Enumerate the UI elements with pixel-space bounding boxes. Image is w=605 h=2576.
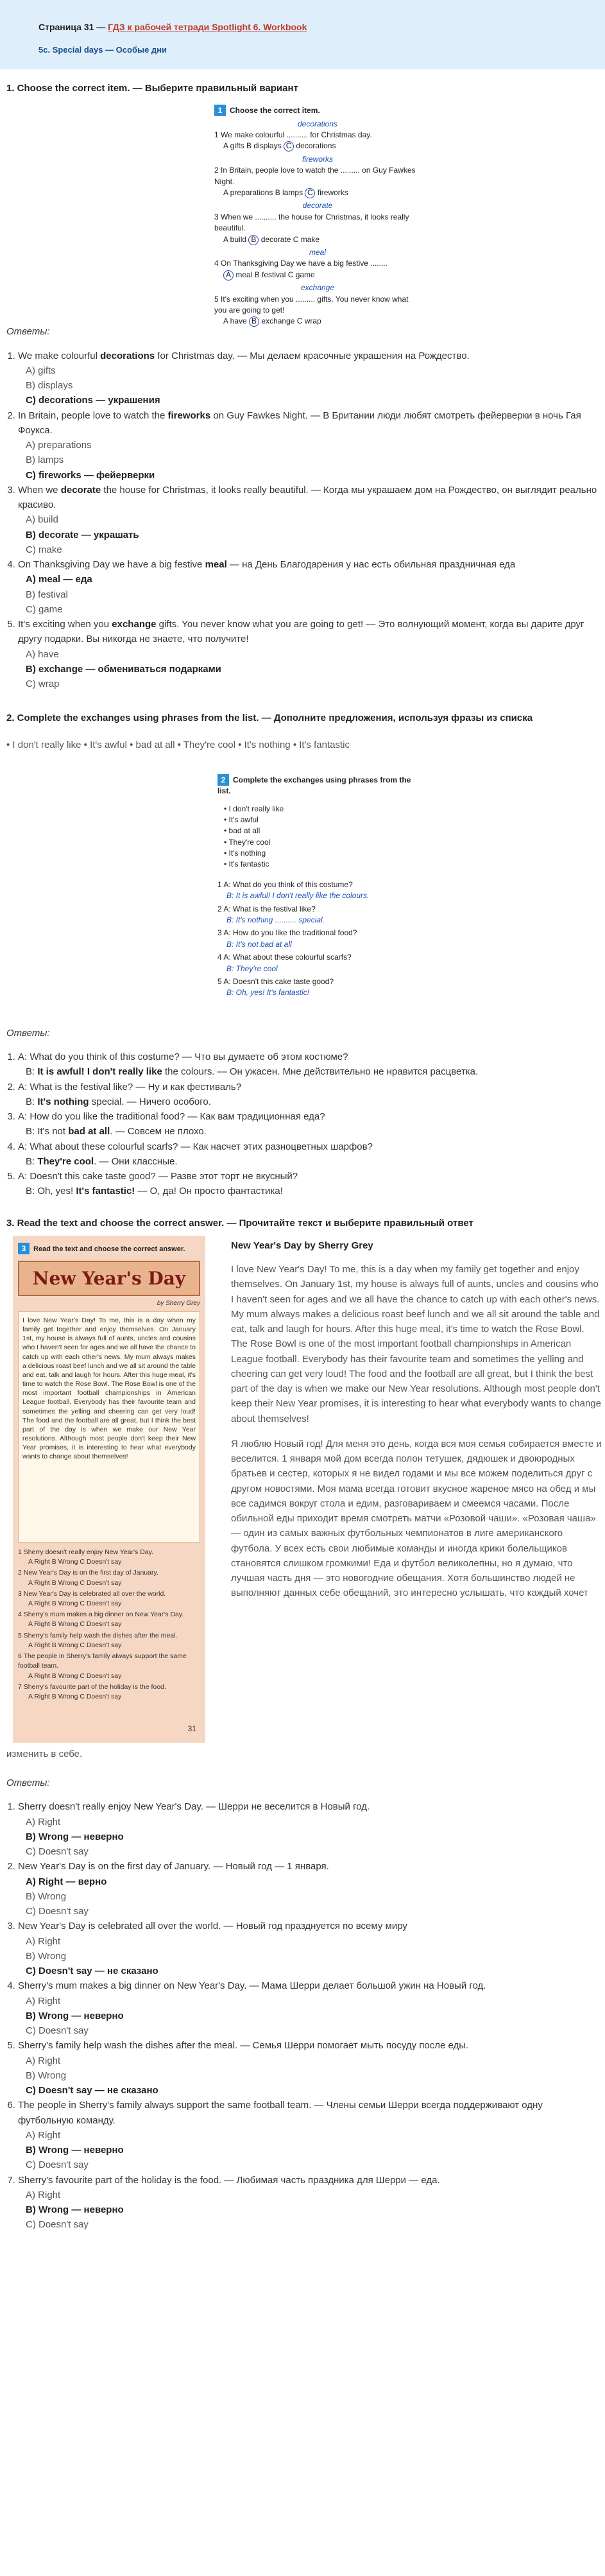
answer-text: Sherry's family help wash the dishes after the meal. — Семья Шерри помогает мыть посуду после еды. — [18, 2040, 469, 2052]
task2-answer-item — [18, 1080, 599, 1110]
correct-option: B) decorate — украшать — [26, 529, 139, 540]
answer-text: A: What about these colourful scarfs? — Как насчет этих разноцветных шарфов? — [18, 1141, 373, 1152]
option: A) have — [26, 648, 59, 660]
booklet-question-options: A Right B Wrong C Doesn't say — [28, 1620, 122, 1629]
answer-text: special. — Ничего особого. — [89, 1096, 211, 1107]
task2-heading: 2. Complete the exchanges using phrases from the list. — Дополните предложения, используя фразы из списка — [6, 713, 533, 724]
correct-option: B) exchange — обмениваться подарками — [26, 663, 221, 675]
option: B) Wrong — [26, 1950, 67, 1962]
dialog-b-handwritten: B: It's not bad at all — [226, 939, 292, 949]
answer-text: It's exciting when you — [18, 619, 112, 630]
answer-text: — О, да! Он просто фантастика! — [135, 1186, 283, 1197]
answer-text: . — Совсем не плохо. — [110, 1126, 207, 1137]
task3-answer-item — [18, 1919, 599, 1978]
circled-answer: C — [305, 188, 315, 198]
task1-image-item — [214, 154, 421, 199]
task2-image-dialog — [217, 928, 411, 950]
task1-image-item-options — [214, 316, 421, 327]
task1-image-item — [214, 247, 421, 281]
task3-answer-item — [18, 2038, 599, 2098]
task1-heading: 1. Choose the correct item. — Выберите правильный вариант — [6, 83, 298, 94]
option: A) Right — [26, 2055, 61, 2066]
booklet-question — [18, 1652, 200, 1681]
phrase-list-item: • It's fantastic — [224, 859, 411, 870]
option: A) Right — [26, 1816, 61, 1828]
task1-image-item — [214, 282, 421, 327]
booklet-question-text: 5 Sherry's family help wash the dishes after the meal. — [18, 1631, 178, 1639]
answer-keyword: It is awful! I don't really like — [37, 1066, 162, 1078]
task1-image-item-text — [214, 258, 421, 269]
task1-answer-item — [18, 483, 599, 557]
answer-line — [18, 1169, 599, 1184]
option: C) wrap — [26, 679, 60, 689]
answer-text: . — Они классные. — [94, 1155, 178, 1167]
answer-text: Sherry's favourite part of the holiday is the food. — Любимая часть праздника для Шерри — еда. — [18, 2174, 440, 2186]
booklet-question-options: A Right B Wrong C Doesn't say — [28, 1558, 122, 1566]
answer-text: the colours. — Он ужасен. Мне действительно не нравится расцветка. — [162, 1066, 479, 1078]
item-options: A have — [223, 316, 247, 326]
task3-answer-item — [18, 2173, 599, 2233]
task1-exercise-image — [212, 101, 423, 326]
workbook-link[interactable]: ГДЗ к рабочей тетради Spotlight 6. Workbook — [108, 22, 307, 32]
booklet-question-options: A Right B Wrong C Doesn't say — [28, 1578, 122, 1587]
option: C) Doesn't say — [26, 2159, 89, 2171]
task1-image-item — [214, 119, 421, 152]
booklet-question — [18, 1682, 200, 1702]
booklet-question-text: 7 Sherry's favourite part of the holiday is the food. — [18, 1682, 166, 1691]
section-title: 5c. Special days — Особые дни — [38, 44, 167, 55]
task2-badge: 2 — [217, 774, 229, 786]
answer-keyword: meal — [205, 559, 227, 570]
task1-image-item-options — [214, 141, 421, 151]
task2-answer-item — [18, 1109, 599, 1139]
item-options-after: fireworks — [317, 187, 348, 197]
item-options: A build — [223, 234, 247, 244]
circled-answer: B — [248, 235, 259, 245]
content — [0, 81, 605, 2233]
answer-text: Sherry doesn't really enjoy New Year's Day. — Шерри не веселится в Новый год. — [18, 1801, 370, 1813]
answer-text: B: — [26, 1066, 38, 1078]
task2-image-dialogs — [217, 879, 411, 999]
option: A) build — [26, 514, 58, 526]
option: B) lamps — [26, 454, 64, 466]
task3-answers-label: Ответы: — [6, 1777, 50, 1788]
correct-option: C) decorations — украшения — [26, 395, 160, 406]
item-number: 5 — [214, 294, 219, 304]
task3-answer-item — [18, 1978, 599, 2038]
booklet-question-text: 1 Sherry doesn't really enjoy New Year's Day. — [18, 1548, 154, 1556]
item-number: 3 — [214, 212, 219, 221]
nyd-byline: by Sherry Grey — [157, 1300, 200, 1308]
answer-line — [18, 1094, 599, 1109]
task1-answers-label: Ответы: — [6, 326, 50, 338]
dialog-b-handwritten: B: Oh, yes! It's fantastic! — [226, 988, 310, 998]
answer-line — [18, 1050, 599, 1064]
phrase-list-item: • bad at all — [224, 826, 411, 836]
answer-text: On Thanksgiving Day we have a big festive — [18, 559, 205, 570]
answer-keyword: They're cool — [37, 1155, 94, 1167]
story-russian: Я люблю Новый год! Для меня это день, когда вся моя семья собирается вместе и веселится. 1 января мой дом всегда полон тетушек, дядюшек и двоюродных братьев и сестер, которых я не видел годами и мы все можем поделиться друг с другом новостями. Моя мама всегда готовит вкусное жареное мясо на обед и мы все садимся вокруг стола и едим, разговариваем и смеемся часами. После обильной еды приходит время смотреть матчи «Розовой чаши». «Розовая чаша» — один из самых важных футбольных чемпионатов в лиге американского футбола. У всех есть свои любимые команды и иногда крики болельщиков становятся слишком громкими! Еда и футбол великолепны, но я думаю, что лучшая часть дня — это новогодние обещания. Хотя большинство людей не выполняют данных себе обещаний, это интересно услышать, что каждый хочет — [231, 1438, 602, 1599]
story-english: I love New Year's Day! To me, this is a day when my family get together and enjoy themselves. On January 1st, my house is always full of aunts, uncles and cousins who I haven't seen for ages and we all have the chance to catch up with each other's news. My mum always makes a delicious roast beef lunch and we all sit around the table and eat, talk and laugh for hours. After this huge meal, it's time to watch the Rose Bowl. The Rose Bowl is one of the most important football championships in American League football. Everybody has their favourite team and sometimes the yelling and cheering can get very loud! The food and the football are all great, but I think the best part of the day is when we make our New Year resolutions. Although most people don't keep their New Year promises, it is interesting to hear what everybody wants to change about themselves! — [231, 1264, 601, 1424]
phrase-list-item: • They're cool — [224, 837, 411, 848]
answer-text: for Christmas day. — Мы делаем красочные украшения на Рождество. — [155, 350, 470, 361]
answer-text: — на День Благодарения у нас есть обильная праздничная еда — [226, 559, 516, 570]
booklet-question-text: 6 The people in Sherry's family always support the same football team. — [18, 1652, 187, 1670]
handwritten-answer: exchange — [300, 283, 335, 293]
story-title: New Year's Day by Sherry Grey — [231, 1240, 373, 1251]
dialog-b-handwritten: B: It is awful! I don't really like the colours. — [226, 891, 370, 901]
answer-text: New Year's Day is on the first day of January. — Новый год — 1 января. — [18, 1861, 329, 1872]
task2-image-dialog — [217, 879, 411, 902]
correct-option: C) Doesn't say — не сказано — [26, 2085, 158, 2096]
handwritten-answer: decorations — [297, 119, 338, 128]
story-column — [231, 1236, 603, 1611]
answer-text: on Guy Fawkes Night. — В Британии люди любят смотреть фейерверки в ночь Гая Фоукса. — [18, 410, 581, 436]
answer-text: B: It's not — [26, 1126, 69, 1137]
task3-answer-item — [18, 1799, 599, 1859]
handwritten-answer: fireworks — [302, 154, 333, 164]
item-options-after: meal B festival C game — [235, 270, 315, 279]
answer-text: A: How do you like the traditional food? — Как вам традиционная еда? — [18, 1111, 325, 1122]
item-sentence: In Britain, people love to watch the ......... on Guy Fawkes Night. — [214, 166, 416, 186]
item-sentence: On Thanksgiving Day we have a big festive ........ — [221, 259, 388, 268]
answer-line — [18, 1080, 599, 1094]
item-options-after: decorations — [296, 141, 336, 151]
answer-line — [18, 1184, 599, 1198]
task3-answer-item — [18, 2098, 599, 2172]
option: C) Doesn't say — [26, 1906, 89, 1917]
booklet-question-text: 3 New Year's Day is celebrated all over the world. — [18, 1589, 166, 1598]
booklet-question — [18, 1548, 200, 1567]
task1-answer-item — [18, 557, 599, 617]
task2-image-dialog — [217, 904, 411, 926]
answer-text: B: — [26, 1096, 38, 1107]
task1-image-item-text — [214, 165, 421, 187]
answer-line — [18, 1109, 599, 1124]
task1-badge: 1 — [214, 105, 226, 116]
option: A) Right — [26, 2189, 61, 2200]
answer-keyword: bad at all — [68, 1126, 110, 1137]
answer-line — [18, 1139, 599, 1154]
task3-booklet-title: Read the text and choose the correct answer. — [33, 1245, 185, 1253]
answer-text: The people in Sherry's family always support the same football team. — Члены семьи Шерри всегда поддерживают одну футбольную команду. — [18, 2100, 543, 2126]
task2-answers — [6, 1050, 599, 1199]
dialog-b-handwritten: B: It's nothing .......... special. — [226, 915, 325, 925]
dialog-a: 5 A: Doesn't this cake taste good? — [217, 977, 334, 986]
story-russian-tail: изменить в себе. — [6, 1748, 83, 1759]
task2-image-list — [224, 804, 411, 870]
answer-text: B: — [26, 1155, 38, 1167]
circled-answer: A — [223, 270, 234, 281]
booklet-question-text: 2 New Year's Day is on the first day of January. — [18, 1569, 158, 1577]
task2-image-dialog — [217, 952, 411, 974]
option: B) festival — [26, 589, 68, 600]
answer-text: When we — [18, 484, 61, 496]
task1-image-item-text — [214, 212, 421, 234]
circled-answer: C — [284, 141, 294, 151]
answer-keyword: decorate — [60, 484, 101, 496]
item-number: 4 — [214, 259, 219, 268]
item-sentence: We make colourful .......... for Christmas day. — [221, 130, 372, 140]
booklet-question-options: A Right B Wrong C Doesn't say — [28, 1641, 122, 1649]
task3-answers — [6, 1799, 599, 2232]
task3-badge: 3 — [18, 1243, 30, 1254]
task1-image-item-options — [214, 187, 421, 198]
dialog-a: 3 A: How do you like the traditional food? — [217, 928, 357, 938]
item-sentence: It's exciting when you ......... gifts. You never know what you are going to get! — [214, 294, 409, 315]
booklet-question — [18, 1631, 200, 1650]
task1-answer-item — [18, 617, 599, 691]
option: A) preparations — [26, 440, 92, 451]
task1-answer-item — [18, 408, 599, 483]
option: C) game — [26, 603, 63, 615]
answer-text: the house for Christmas, it looks really beautiful. — Когда мы украшаем дом на Рождество, он выглядит реально красиво. — [18, 484, 597, 510]
task2-image-dialog — [217, 976, 411, 999]
task2-image-title: Complete the exchanges using phrases from the list. — [217, 775, 411, 796]
correct-option: A) meal — еда — [26, 574, 92, 585]
answer-text: A: Doesn't this cake taste good? — Разве этот торт не вкусный? — [18, 1171, 298, 1182]
task2-exercise-image — [215, 769, 414, 1012]
page-number: 31 — [187, 1724, 196, 1734]
booklet-question — [18, 1568, 200, 1587]
booklet-questions — [18, 1548, 200, 1702]
correct-option: B) Wrong — неверно — [26, 1831, 124, 1842]
option: A) Right — [26, 1995, 61, 2007]
item-options-after: exchange C wrap — [261, 316, 321, 326]
item-options: A gifts B displays — [223, 141, 282, 151]
correct-option: B) Wrong — неверно — [26, 2010, 124, 2021]
option: B) Wrong — [26, 1890, 67, 1902]
option: A) Right — [26, 1935, 61, 1947]
option: A) gifts — [26, 365, 56, 376]
dialog-b-handwritten: B: They're cool — [226, 964, 278, 973]
answer-text: Sherry's mum makes a big dinner on New Year's Day. — Мама Шерри делает большой ужин на Новый год. — [18, 1980, 486, 1992]
option: A) Right — [26, 2129, 61, 2141]
answer-text: A: What is the festival like? — Ну и как фестиваль? — [18, 1081, 242, 1093]
handwritten-answer: decorate — [302, 201, 333, 211]
option: C) Doesn't say — [26, 2025, 89, 2036]
page-title — [38, 21, 596, 35]
correct-option: B) Wrong — неверно — [26, 2204, 124, 2215]
booklet-question-options: A Right B Wrong C Doesn't say — [28, 1672, 122, 1680]
booklet-question — [18, 1610, 200, 1629]
booklet-question-options: A Right B Wrong C Doesn't say — [28, 1599, 122, 1607]
task2-answer-item — [18, 1050, 599, 1080]
answer-text: A: What do you think of this costume? — Что вы думаете об этом костюме? — [18, 1051, 348, 1062]
answer-keyword: fireworks — [167, 410, 211, 421]
task1-answer-item — [18, 349, 599, 408]
page-prefix: Страница 31 — — [38, 22, 108, 32]
task2-answer-item — [18, 1139, 599, 1170]
top-banner — [0, 0, 605, 69]
answer-line — [18, 1124, 599, 1139]
task3-answer-item — [18, 1859, 599, 1919]
correct-option: C) Doesn't say — не сказано — [26, 1966, 158, 1976]
answer-line — [18, 1064, 599, 1079]
task3-heading: 3. Read the text and choose the correct answer. — Прочитайте текст и выберите правильный ответ — [6, 1217, 473, 1229]
item-number: 1 — [214, 130, 219, 140]
answer-text: New Year's Day is celebrated all over the world. — Новый год празднуется по всему миру — [18, 1921, 407, 1932]
task1-image-title: Choose the correct item. — [230, 106, 320, 116]
option: C) Doesn't say — [26, 2219, 89, 2231]
nyd-banner: New Year's Day — [18, 1261, 200, 1296]
dialog-a: 2 A: What is the festival like? — [217, 904, 316, 913]
item-options-after: decorate C make — [260, 234, 320, 244]
option: B) Wrong — [26, 2070, 67, 2081]
option: C) make — [26, 544, 62, 555]
answer-text: We make colourful — [18, 350, 101, 361]
nyd-story: I love New Year's Day! To me, this is a day when my family get together and enjoy themselves. On January 1st, my house is always full of aunts, uncles and cousins who I haven't seen for ages and we all have the chance to catch up with each other's news. My mum always makes a delicious roast beef lunch and we all sit around the table and eat, talk and laugh for hours. After this huge meal, it's time to watch the Rose Bowl. The Rose Bowl is one of the most important football championships in American League football. Everybody has their favourite team and sometimes the yelling and cheering can get very loud! The food and the football are all great, but I think the best part of the day is when we make our New Year resolutions. Although most people don't keep their New Year promises, it is interesting to hear what everybody wants to change about themselves! — [18, 1311, 200, 1543]
dialog-a: 4 A: What about these colourful scarfs? — [217, 953, 352, 962]
answer-keyword: It's fantastic! — [76, 1186, 135, 1197]
task1-image-item-options — [214, 234, 421, 245]
answer-text: gifts. You never know what you are going to get! — Это волнующий момент, когда вы дарите друг другу подарки. Вы никогда не знаете, что получите! — [18, 619, 584, 645]
correct-option: C) fireworks — фейерверки — [26, 469, 155, 481]
option: B) displays — [26, 380, 73, 391]
circled-answer: B — [249, 316, 259, 327]
answer-keyword: decorations — [100, 350, 155, 361]
task3-booklet-image — [13, 1236, 205, 1743]
correct-option: A) Right — верно — [26, 1876, 107, 1887]
answer-text: In Britain, people love to watch the — [18, 410, 168, 421]
task2-answers-label: Ответы: — [6, 1027, 50, 1039]
answer-keyword: exchange — [112, 619, 157, 630]
task1-image-item-options — [214, 270, 421, 281]
answer-text: B: Oh, yes! — [26, 1186, 76, 1197]
task1-answers — [6, 349, 599, 692]
option: C) Doesn't say — [26, 1846, 89, 1857]
answer-line — [18, 1154, 599, 1169]
phrase-list-item: • I don't really like — [224, 804, 411, 815]
item-sentence: When we .......... the house for Christmas, it looks really beautiful. — [214, 212, 409, 233]
booklet-question — [18, 1589, 200, 1609]
task1-image-item-text — [214, 130, 421, 141]
task1-image-item — [214, 200, 421, 245]
answer-keyword: It's nothing — [37, 1096, 89, 1107]
task3-section — [6, 1236, 602, 1749]
phrase-list-item: • It's nothing — [224, 848, 411, 859]
task1-image-items — [214, 119, 421, 327]
booklet-question-text: 4 Sherry's mum makes a big dinner on New Year's Day. — [18, 1611, 184, 1619]
correct-option: B) Wrong — неверно — [26, 2145, 124, 2156]
item-number: 2 — [214, 166, 219, 175]
booklet-question-options: A Right B Wrong C Doesn't say — [28, 1692, 122, 1700]
dialog-a: 1 A: What do you think of this costume? — [217, 879, 353, 889]
task2-phrases: • I don't really like • It's awful • bad at all • They're cool • It's nothing • It's fantastic — [6, 739, 350, 750]
phrase-list-item: • It's awful — [224, 815, 411, 826]
task1-image-item-text — [214, 294, 421, 316]
item-options: A preparations B lamps — [223, 187, 303, 197]
task2-answer-item — [18, 1169, 599, 1199]
handwritten-answer: meal — [309, 247, 326, 257]
